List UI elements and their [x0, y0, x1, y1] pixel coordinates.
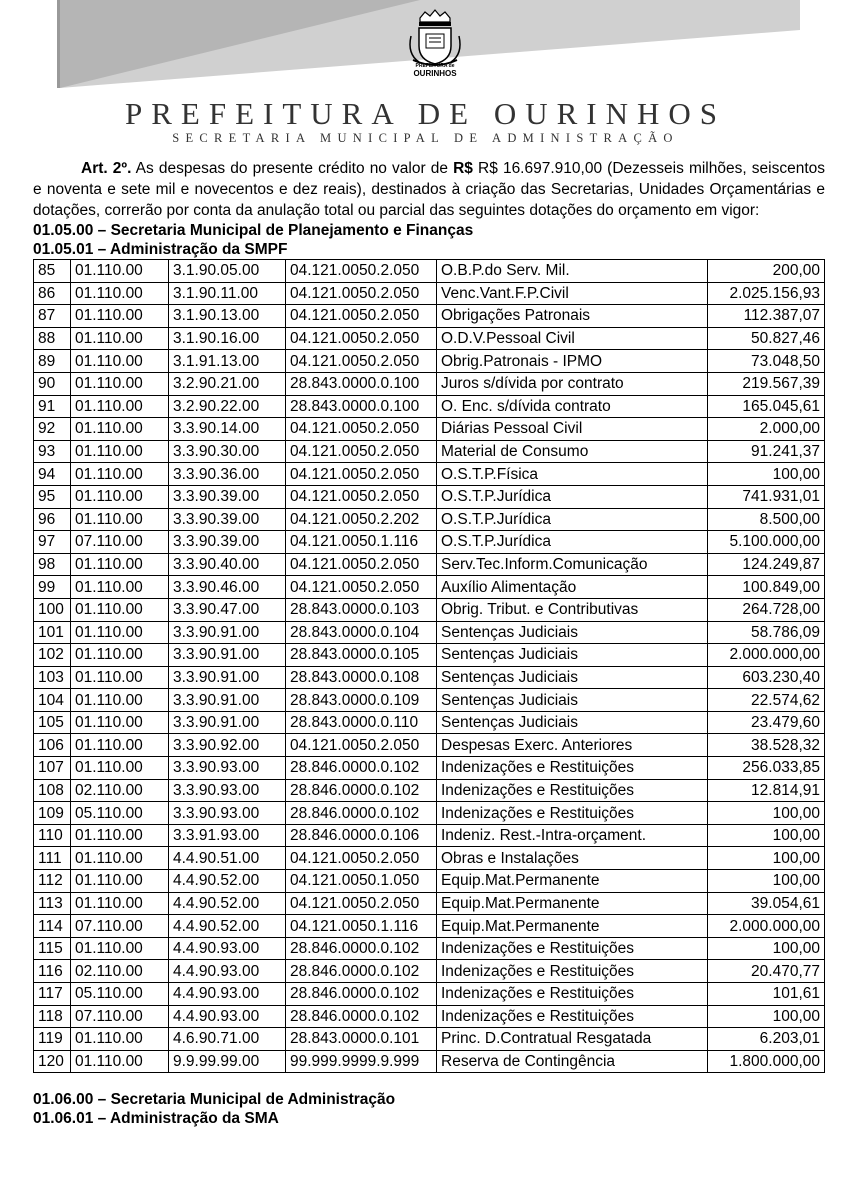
fund-code-cell: 01.110.00 [71, 621, 169, 644]
table-row [34, 983, 825, 1006]
economic-code-cell: 3.3.90.91.00 [169, 689, 286, 712]
description-cell: Obrigações Patronais [437, 305, 708, 328]
description-cell: Indeniz. Rest.-Intra-orçament. [437, 824, 708, 847]
row-number-cell: 103 [34, 666, 71, 689]
row-number-cell: 85 [34, 260, 71, 283]
table-row [34, 576, 825, 599]
description-cell: Sentenças Judiciais [437, 711, 708, 734]
fund-code-cell: 07.110.00 [71, 1005, 169, 1028]
table-row [34, 802, 825, 825]
economic-code-cell: 4.4.90.93.00 [169, 937, 286, 960]
row-number-cell: 91 [34, 395, 71, 418]
program-code-cell: 28.846.0000.0.102 [286, 937, 437, 960]
fund-code-cell: 01.110.00 [71, 418, 169, 441]
program-code-cell: 28.846.0000.0.102 [286, 1005, 437, 1028]
fund-code-cell: 01.110.00 [71, 395, 169, 418]
amount-cell: 100,00 [708, 870, 825, 893]
program-code-cell: 28.843.0000.0.100 [286, 372, 437, 395]
economic-code-cell: 3.3.90.14.00 [169, 418, 286, 441]
description-cell: Material de Consumo [437, 440, 708, 463]
description-cell: Indenizações e Restituições [437, 983, 708, 1006]
article-currency: R$ [453, 160, 473, 177]
fund-code-cell: 01.110.00 [71, 1028, 169, 1051]
table-row [34, 508, 825, 531]
amount-cell: 165.045,61 [708, 395, 825, 418]
fund-code-cell: 05.110.00 [71, 983, 169, 1006]
program-code-cell: 28.846.0000.0.102 [286, 960, 437, 983]
budget-table [33, 259, 825, 1073]
economic-code-cell: 4.4.90.93.00 [169, 983, 286, 1006]
amount-cell: 101,61 [708, 983, 825, 1006]
table-row [34, 666, 825, 689]
amount-cell: 1.800.000,00 [708, 1050, 825, 1073]
row-number-cell: 112 [34, 870, 71, 893]
amount-cell: 58.786,09 [708, 621, 825, 644]
fund-code-cell: 01.110.00 [71, 350, 169, 373]
row-number-cell: 88 [34, 327, 71, 350]
fund-code-cell: 01.110.00 [71, 666, 169, 689]
description-cell: Equip.Mat.Permanente [437, 870, 708, 893]
document-body [33, 158, 825, 1128]
economic-code-cell: 4.4.90.93.00 [169, 1005, 286, 1028]
description-cell: O.S.T.P.Jurídica [437, 485, 708, 508]
section-heading-administration: 01.06.00 – Secretaria Municipal de Administração [33, 1091, 396, 1109]
table-row [34, 395, 825, 418]
economic-code-cell: 3.1.90.05.00 [169, 260, 286, 283]
economic-code-cell: 3.1.90.16.00 [169, 327, 286, 350]
program-code-cell: 28.843.0000.0.109 [286, 689, 437, 712]
table-row [34, 1005, 825, 1028]
row-number-cell: 89 [34, 350, 71, 373]
row-number-cell: 104 [34, 689, 71, 712]
row-number-cell: 107 [34, 757, 71, 780]
economic-code-cell: 3.3.90.36.00 [169, 463, 286, 486]
table-row [34, 847, 825, 870]
row-number-cell: 96 [34, 508, 71, 531]
economic-code-cell: 3.1.90.11.00 [169, 282, 286, 305]
fund-code-cell: 01.110.00 [71, 260, 169, 283]
row-number-cell: 92 [34, 418, 71, 441]
description-cell: Equip.Mat.Permanente [437, 892, 708, 915]
description-cell: Indenizações e Restituições [437, 779, 708, 802]
fund-code-cell: 01.110.00 [71, 598, 169, 621]
economic-code-cell: 3.1.90.13.00 [169, 305, 286, 328]
amount-cell: 2.000,00 [708, 418, 825, 441]
row-number-cell: 110 [34, 824, 71, 847]
table-row [34, 757, 825, 780]
row-number-cell: 97 [34, 531, 71, 554]
subsection-heading-sma: 01.06.01 – Administração da SMA [33, 1110, 279, 1128]
description-cell: Indenizações e Restituições [437, 937, 708, 960]
fund-code-cell: 01.110.00 [71, 508, 169, 531]
description-cell: Indenizações e Restituições [437, 802, 708, 825]
economic-code-cell: 4.4.90.93.00 [169, 960, 286, 983]
fund-code-cell: 01.110.00 [71, 757, 169, 780]
crest-caption-big: OURINHOS [413, 69, 457, 78]
economic-code-cell: 3.2.90.22.00 [169, 395, 286, 418]
fund-code-cell: 01.110.00 [71, 689, 169, 712]
fund-code-cell: 01.110.00 [71, 485, 169, 508]
program-code-cell: 28.846.0000.0.106 [286, 824, 437, 847]
economic-code-cell: 4.4.90.52.00 [169, 870, 286, 893]
amount-cell: 38.528,32 [708, 734, 825, 757]
amount-cell: 100,00 [708, 824, 825, 847]
row-number-cell: 95 [34, 485, 71, 508]
fund-code-cell: 01.110.00 [71, 937, 169, 960]
table-row [34, 734, 825, 757]
table-row [34, 824, 825, 847]
fund-code-cell: 01.110.00 [71, 463, 169, 486]
crest-caption [400, 62, 470, 78]
fund-code-cell: 01.110.00 [71, 372, 169, 395]
table-row [34, 327, 825, 350]
description-cell: Indenizações e Restituições [437, 1005, 708, 1028]
fund-code-cell: 02.110.00 [71, 960, 169, 983]
table-row [34, 440, 825, 463]
row-number-cell: 90 [34, 372, 71, 395]
table-row [34, 870, 825, 893]
row-number-cell: 87 [34, 305, 71, 328]
article-text-a: As despesas do presente crédito no valor de [131, 160, 454, 177]
amount-cell: 741.931,01 [708, 485, 825, 508]
program-code-cell: 04.121.0050.2.050 [286, 847, 437, 870]
amount-cell: 100,00 [708, 1005, 825, 1028]
row-number-cell: 108 [34, 779, 71, 802]
row-number-cell: 99 [34, 576, 71, 599]
program-code-cell: 28.846.0000.0.102 [286, 802, 437, 825]
table-row [34, 1028, 825, 1051]
fund-code-cell: 01.110.00 [71, 327, 169, 350]
description-cell: Sentenças Judiciais [437, 666, 708, 689]
economic-code-cell: 3.3.90.46.00 [169, 576, 286, 599]
description-cell: Equip.Mat.Permanente [437, 915, 708, 938]
economic-code-cell: 4.4.90.52.00 [169, 915, 286, 938]
program-code-cell: 04.121.0050.2.202 [286, 508, 437, 531]
program-code-cell: 04.121.0050.2.050 [286, 485, 437, 508]
table-row [34, 350, 825, 373]
fund-code-cell: 01.110.00 [71, 734, 169, 757]
table-row [34, 463, 825, 486]
table-row [34, 892, 825, 915]
economic-code-cell: 3.3.90.93.00 [169, 779, 286, 802]
row-number-cell: 118 [34, 1005, 71, 1028]
table-row [34, 960, 825, 983]
fund-code-cell: 07.110.00 [71, 531, 169, 554]
program-code-cell: 04.121.0050.1.050 [286, 870, 437, 893]
program-code-cell: 28.846.0000.0.102 [286, 779, 437, 802]
economic-code-cell: 3.2.90.21.00 [169, 372, 286, 395]
row-number-cell: 114 [34, 915, 71, 938]
row-number-cell: 93 [34, 440, 71, 463]
fund-code-cell: 01.110.00 [71, 576, 169, 599]
economic-code-cell: 4.4.90.52.00 [169, 892, 286, 915]
table-row [34, 260, 825, 283]
fund-code-cell: 01.110.00 [71, 824, 169, 847]
economic-code-cell: 3.3.90.39.00 [169, 531, 286, 554]
amount-cell: 73.048,50 [708, 350, 825, 373]
program-code-cell: 04.121.0050.2.050 [286, 418, 437, 441]
program-code-cell: 04.121.0050.2.050 [286, 305, 437, 328]
description-cell: Obrig.Patronais - IPMO [437, 350, 708, 373]
description-cell: Reserva de Contingência [437, 1050, 708, 1073]
row-number-cell: 116 [34, 960, 71, 983]
amount-cell: 100,00 [708, 802, 825, 825]
amount-cell: 20.470,77 [708, 960, 825, 983]
row-number-cell: 105 [34, 711, 71, 734]
subsection-heading-smpf: 01.05.01 – Administração da SMPF [33, 241, 288, 258]
amount-cell: 39.054,61 [708, 892, 825, 915]
row-number-cell: 98 [34, 553, 71, 576]
amount-cell: 124.249,87 [708, 553, 825, 576]
table-row [34, 418, 825, 441]
description-cell: O.D.V.Pessoal Civil [437, 327, 708, 350]
amount-cell: 91.241,37 [708, 440, 825, 463]
program-code-cell: 04.121.0050.2.050 [286, 260, 437, 283]
row-number-cell: 113 [34, 892, 71, 915]
economic-code-cell: 3.3.90.92.00 [169, 734, 286, 757]
row-number-cell: 86 [34, 282, 71, 305]
fund-code-cell: 01.110.00 [71, 282, 169, 305]
economic-code-cell: 3.3.90.91.00 [169, 711, 286, 734]
economic-code-cell: 3.3.90.91.00 [169, 666, 286, 689]
table-row [34, 372, 825, 395]
amount-cell: 6.203,01 [708, 1028, 825, 1051]
program-code-cell: 28.843.0000.0.100 [286, 395, 437, 418]
table-row [34, 531, 825, 554]
article-paragraph [33, 158, 825, 221]
amount-cell: 264.728,00 [708, 598, 825, 621]
amount-cell: 219.567,39 [708, 372, 825, 395]
program-code-cell: 28.843.0000.0.103 [286, 598, 437, 621]
fund-code-cell: 01.110.00 [71, 1050, 169, 1073]
economic-code-cell: 3.3.90.91.00 [169, 644, 286, 667]
description-cell: Sentenças Judiciais [437, 644, 708, 667]
table-row [34, 282, 825, 305]
description-cell: Indenizações e Restituições [437, 757, 708, 780]
description-cell: Obrig. Tribut. e Contributivas [437, 598, 708, 621]
program-code-cell: 04.121.0050.2.050 [286, 350, 437, 373]
description-cell: Diárias Pessoal Civil [437, 418, 708, 441]
row-number-cell: 120 [34, 1050, 71, 1073]
description-cell: O. Enc. s/dívida contrato [437, 395, 708, 418]
row-number-cell: 111 [34, 847, 71, 870]
program-code-cell: 04.121.0050.2.050 [286, 463, 437, 486]
fund-code-cell: 01.110.00 [71, 847, 169, 870]
program-code-cell: 28.843.0000.0.105 [286, 644, 437, 667]
amount-cell: 100,00 [708, 937, 825, 960]
program-code-cell: 28.843.0000.0.104 [286, 621, 437, 644]
amount-cell: 23.479,60 [708, 711, 825, 734]
economic-code-cell: 3.3.90.93.00 [169, 757, 286, 780]
program-code-cell: 04.121.0050.2.050 [286, 553, 437, 576]
description-cell: Sentenças Judiciais [437, 621, 708, 644]
description-cell: Venc.Vant.F.P.Civil [437, 282, 708, 305]
program-code-cell: 28.843.0000.0.101 [286, 1028, 437, 1051]
table-row [34, 779, 825, 802]
program-code-cell: 28.843.0000.0.110 [286, 711, 437, 734]
description-cell: Juros s/dívida por contrato [437, 372, 708, 395]
description-cell: Despesas Exerc. Anteriores [437, 734, 708, 757]
economic-code-cell: 3.3.90.40.00 [169, 553, 286, 576]
program-code-cell: 04.121.0050.2.050 [286, 327, 437, 350]
program-code-cell: 04.121.0050.2.050 [286, 576, 437, 599]
economic-code-cell: 3.3.90.39.00 [169, 485, 286, 508]
fund-code-cell: 01.110.00 [71, 305, 169, 328]
amount-cell: 603.230,40 [708, 666, 825, 689]
section-heading-planning: 01.05.00 – Secretaria Municipal de Planejamento e Finanças [33, 222, 474, 239]
table-row [34, 937, 825, 960]
org-title: PREFEITURA DE OURINHOS [124, 96, 727, 131]
description-cell: Auxílio Alimentação [437, 576, 708, 599]
table-row [34, 689, 825, 712]
row-number-cell: 119 [34, 1028, 71, 1051]
economic-code-cell: 3.1.91.13.00 [169, 350, 286, 373]
amount-cell: 8.500,00 [708, 508, 825, 531]
table-row [34, 485, 825, 508]
amount-cell: 12.814,91 [708, 779, 825, 802]
department-title: SECRETARIA MUNICIPAL DE ADMINISTRAÇÃO [172, 131, 679, 145]
program-code-cell: 99.999.9999.9.999 [286, 1050, 437, 1073]
fund-code-cell: 01.110.00 [71, 440, 169, 463]
economic-code-cell: 3.3.91.93.00 [169, 824, 286, 847]
fund-code-cell: 02.110.00 [71, 779, 169, 802]
amount-cell: 2.025.156,93 [708, 282, 825, 305]
fund-code-cell: 05.110.00 [71, 802, 169, 825]
amount-cell: 50.827,46 [708, 327, 825, 350]
row-number-cell: 106 [34, 734, 71, 757]
article-text-b: R$ 16.697.910,00 (Dezesseis milhões, seiscentos e noventa e sete mil e novecentos e dez reais), destinados à criação das Secretarias, Unidades Orçamentárias e dotações, correrão por conta da anulação total ou parcial das seguintes dotações do orçamento em vigor: [33, 160, 825, 219]
row-number-cell: 109 [34, 802, 71, 825]
crest-caption-small: PREFEITURA de [415, 63, 455, 69]
fund-code-cell: 01.110.00 [71, 553, 169, 576]
row-number-cell: 100 [34, 598, 71, 621]
amount-cell: 2.000.000,00 [708, 915, 825, 938]
row-number-cell: 115 [34, 937, 71, 960]
description-cell: Sentenças Judiciais [437, 689, 708, 712]
fund-code-cell: 07.110.00 [71, 915, 169, 938]
table-row [34, 598, 825, 621]
economic-code-cell: 4.6.90.71.00 [169, 1028, 286, 1051]
fund-code-cell: 01.110.00 [71, 892, 169, 915]
row-number-cell: 102 [34, 644, 71, 667]
program-code-cell: 28.843.0000.0.108 [286, 666, 437, 689]
program-code-cell: 28.846.0000.0.102 [286, 757, 437, 780]
economic-code-cell: 3.3.90.91.00 [169, 621, 286, 644]
amount-cell: 5.100.000,00 [708, 531, 825, 554]
program-code-cell: 04.121.0050.2.050 [286, 440, 437, 463]
amount-cell: 100,00 [708, 847, 825, 870]
amount-cell: 100.849,00 [708, 576, 825, 599]
amount-cell: 100,00 [708, 463, 825, 486]
description-cell: Indenizações e Restituições [437, 960, 708, 983]
table-row [34, 711, 825, 734]
program-code-cell: 04.121.0050.2.050 [286, 892, 437, 915]
program-code-cell: 04.121.0050.1.116 [286, 531, 437, 554]
article-label: Art. 2º. [81, 160, 132, 177]
economic-code-cell: 3.3.90.93.00 [169, 802, 286, 825]
table-row [34, 644, 825, 667]
program-code-cell: 04.121.0050.2.050 [286, 282, 437, 305]
table-row [34, 1050, 825, 1073]
table-row [34, 915, 825, 938]
economic-code-cell: 9.9.99.99.00 [169, 1050, 286, 1073]
fund-code-cell: 01.110.00 [71, 870, 169, 893]
fund-code-cell: 01.110.00 [71, 644, 169, 667]
amount-cell: 200,00 [708, 260, 825, 283]
program-code-cell: 28.846.0000.0.102 [286, 983, 437, 1006]
table-row [34, 305, 825, 328]
fund-code-cell: 01.110.00 [71, 711, 169, 734]
economic-code-cell: 3.3.90.47.00 [169, 598, 286, 621]
economic-code-cell: 3.3.90.39.00 [169, 508, 286, 531]
amount-cell: 256.033,85 [708, 757, 825, 780]
row-number-cell: 94 [34, 463, 71, 486]
row-number-cell: 101 [34, 621, 71, 644]
description-cell: Serv.Tec.Inform.Comunicação [437, 553, 708, 576]
description-cell: O.B.P.do Serv. Mil. [437, 260, 708, 283]
row-number-cell: 117 [34, 983, 71, 1006]
amount-cell: 112.387,07 [708, 305, 825, 328]
amount-cell: 22.574,62 [708, 689, 825, 712]
amount-cell: 2.000.000,00 [708, 644, 825, 667]
description-cell: O.S.T.P.Jurídica [437, 531, 708, 554]
program-code-cell: 04.121.0050.1.116 [286, 915, 437, 938]
program-code-cell: 04.121.0050.2.050 [286, 734, 437, 757]
table-row [34, 553, 825, 576]
economic-code-cell: 3.3.90.30.00 [169, 440, 286, 463]
description-cell: Princ. D.Contratual Resgatada [437, 1028, 708, 1051]
description-cell: O.S.T.P.Jurídica [437, 508, 708, 531]
table-row [34, 621, 825, 644]
economic-code-cell: 4.4.90.51.00 [169, 847, 286, 870]
description-cell: Obras e Instalações [437, 847, 708, 870]
description-cell: O.S.T.P.Física [437, 463, 708, 486]
